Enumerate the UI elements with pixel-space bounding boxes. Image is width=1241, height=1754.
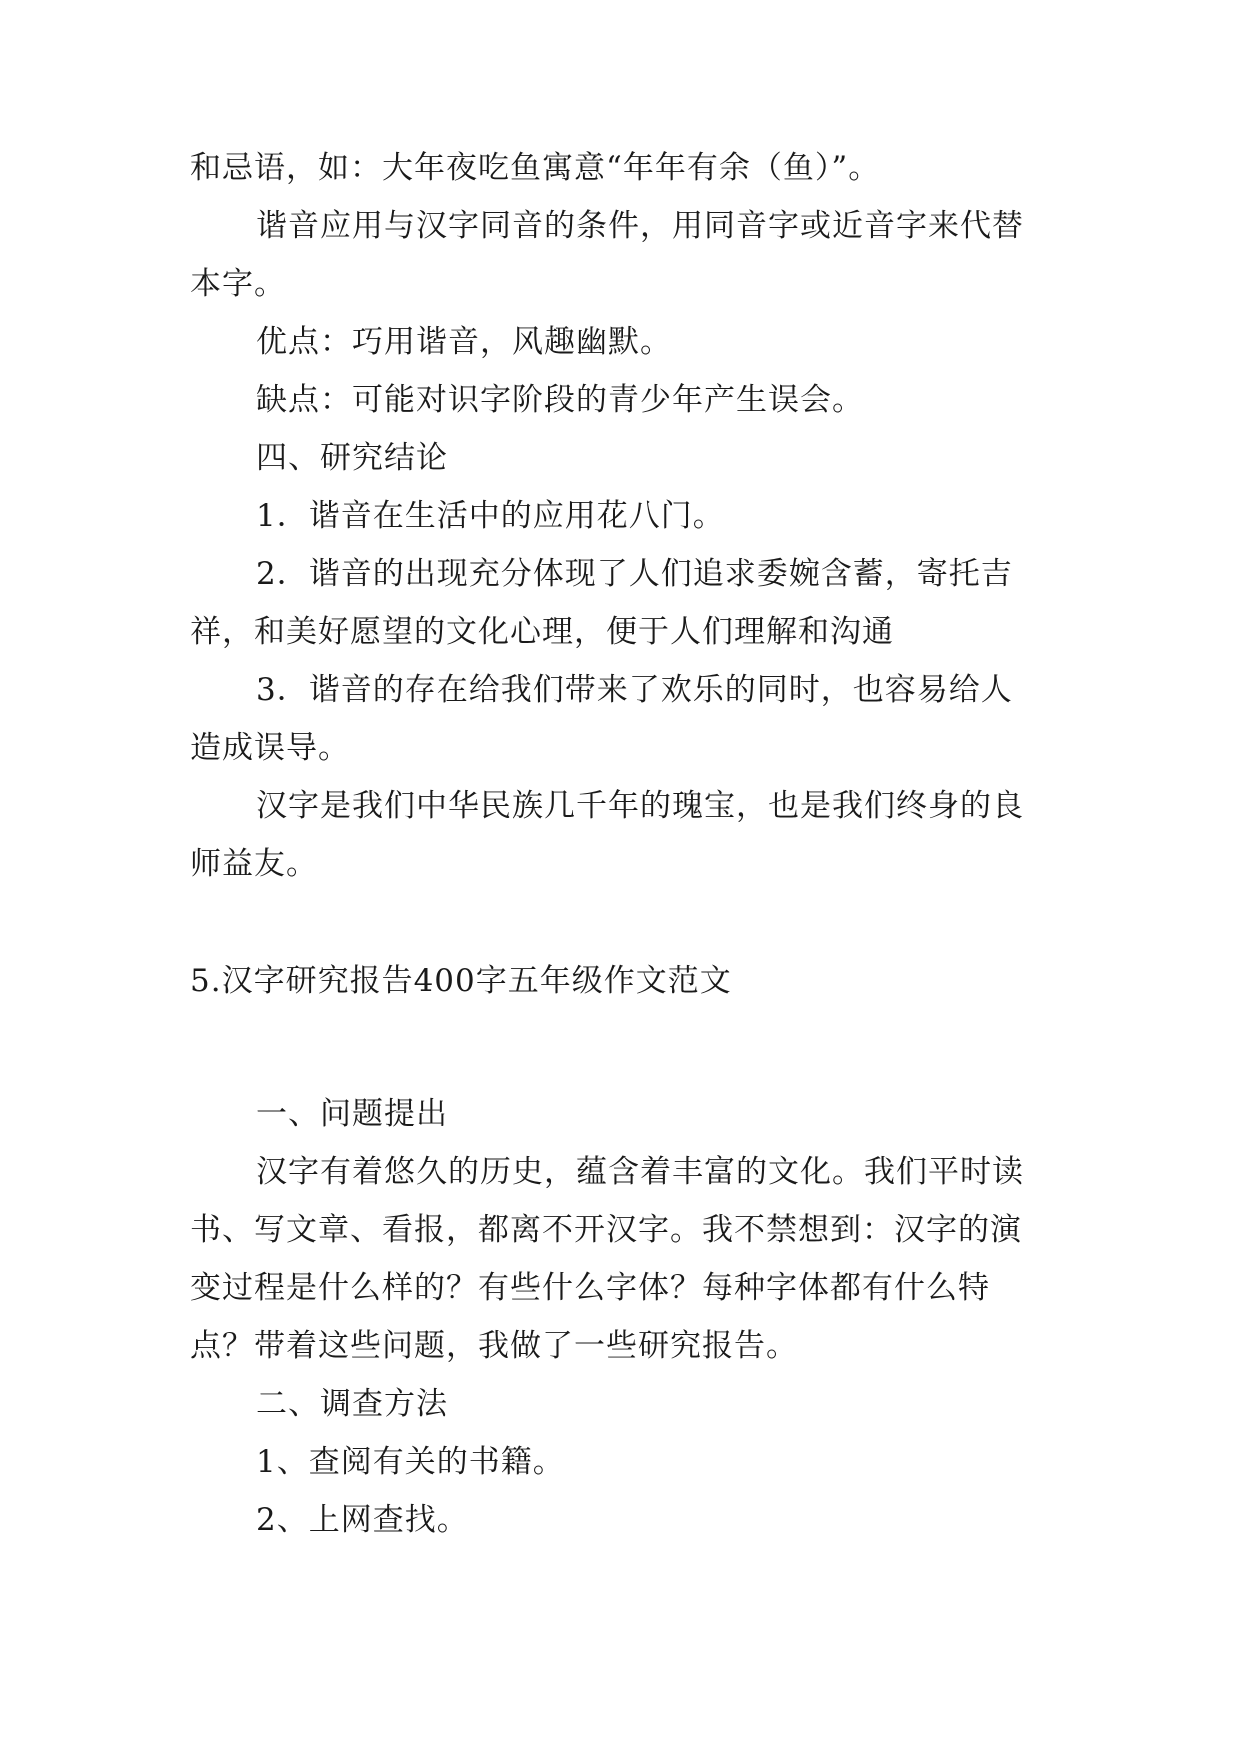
- text-line: 变过程是什么样的？有些什么字体？每种字体都有什么特: [190, 1270, 990, 1306]
- text-line: 点？带着这些问题，我做了一些研究报告。: [190, 1328, 798, 1364]
- text-line: 本字。: [190, 266, 286, 302]
- advantage-text: 优点：巧用谐音，风趣幽默。: [256, 324, 672, 360]
- section-heading-conclusion: 四、研究结论: [256, 440, 448, 476]
- question-paragraph: 汉字有着悠久的历史，蕴含着丰富的文化。我们平时读: [256, 1154, 1024, 1190]
- text-line: 书、写文章、看报，都离不开汉字。我不禁想到：汉字的演: [190, 1212, 1022, 1248]
- disadvantage-text: 缺点：可能对识字阶段的青少年产生误会。: [256, 382, 864, 418]
- method-item-1: 1、查阅有关的书籍。: [256, 1444, 565, 1480]
- section-heading-method: 二、调查方法: [256, 1386, 448, 1422]
- conclusion-item-2: 2．谐音的出现充分体现了人们追求委婉含蓄，寄托吉: [256, 556, 1013, 592]
- conclusion-item-1: 1．谐音在生活中的应用花八门。: [256, 498, 725, 534]
- text-line: 和忌语，如：大年夜吃鱼寓意“年年有余（鱼）”。: [190, 150, 881, 186]
- closing-paragraph: 汉字是我们中华民族几千年的瑰宝，也是我们终身的良: [256, 788, 1024, 824]
- method-item-2: 2、上网查找。: [256, 1502, 469, 1538]
- text-line: 祥，和美好愿望的文化心理，便于人们理解和沟通: [190, 614, 894, 650]
- article-title: 5.汉字研究报告400字五年级作文范文: [190, 963, 732, 999]
- conclusion-item-3: 3．谐音的存在给我们带来了欢乐的同时，也容易给人: [256, 672, 1013, 708]
- text-line: 师益友。: [190, 846, 318, 882]
- section-heading-question: 一、问题提出: [256, 1096, 448, 1132]
- text-line: 造成误导。: [190, 730, 350, 766]
- text-line: 谐音应用与汉字同音的条件，用同音字或近音字来代替: [256, 208, 1024, 244]
